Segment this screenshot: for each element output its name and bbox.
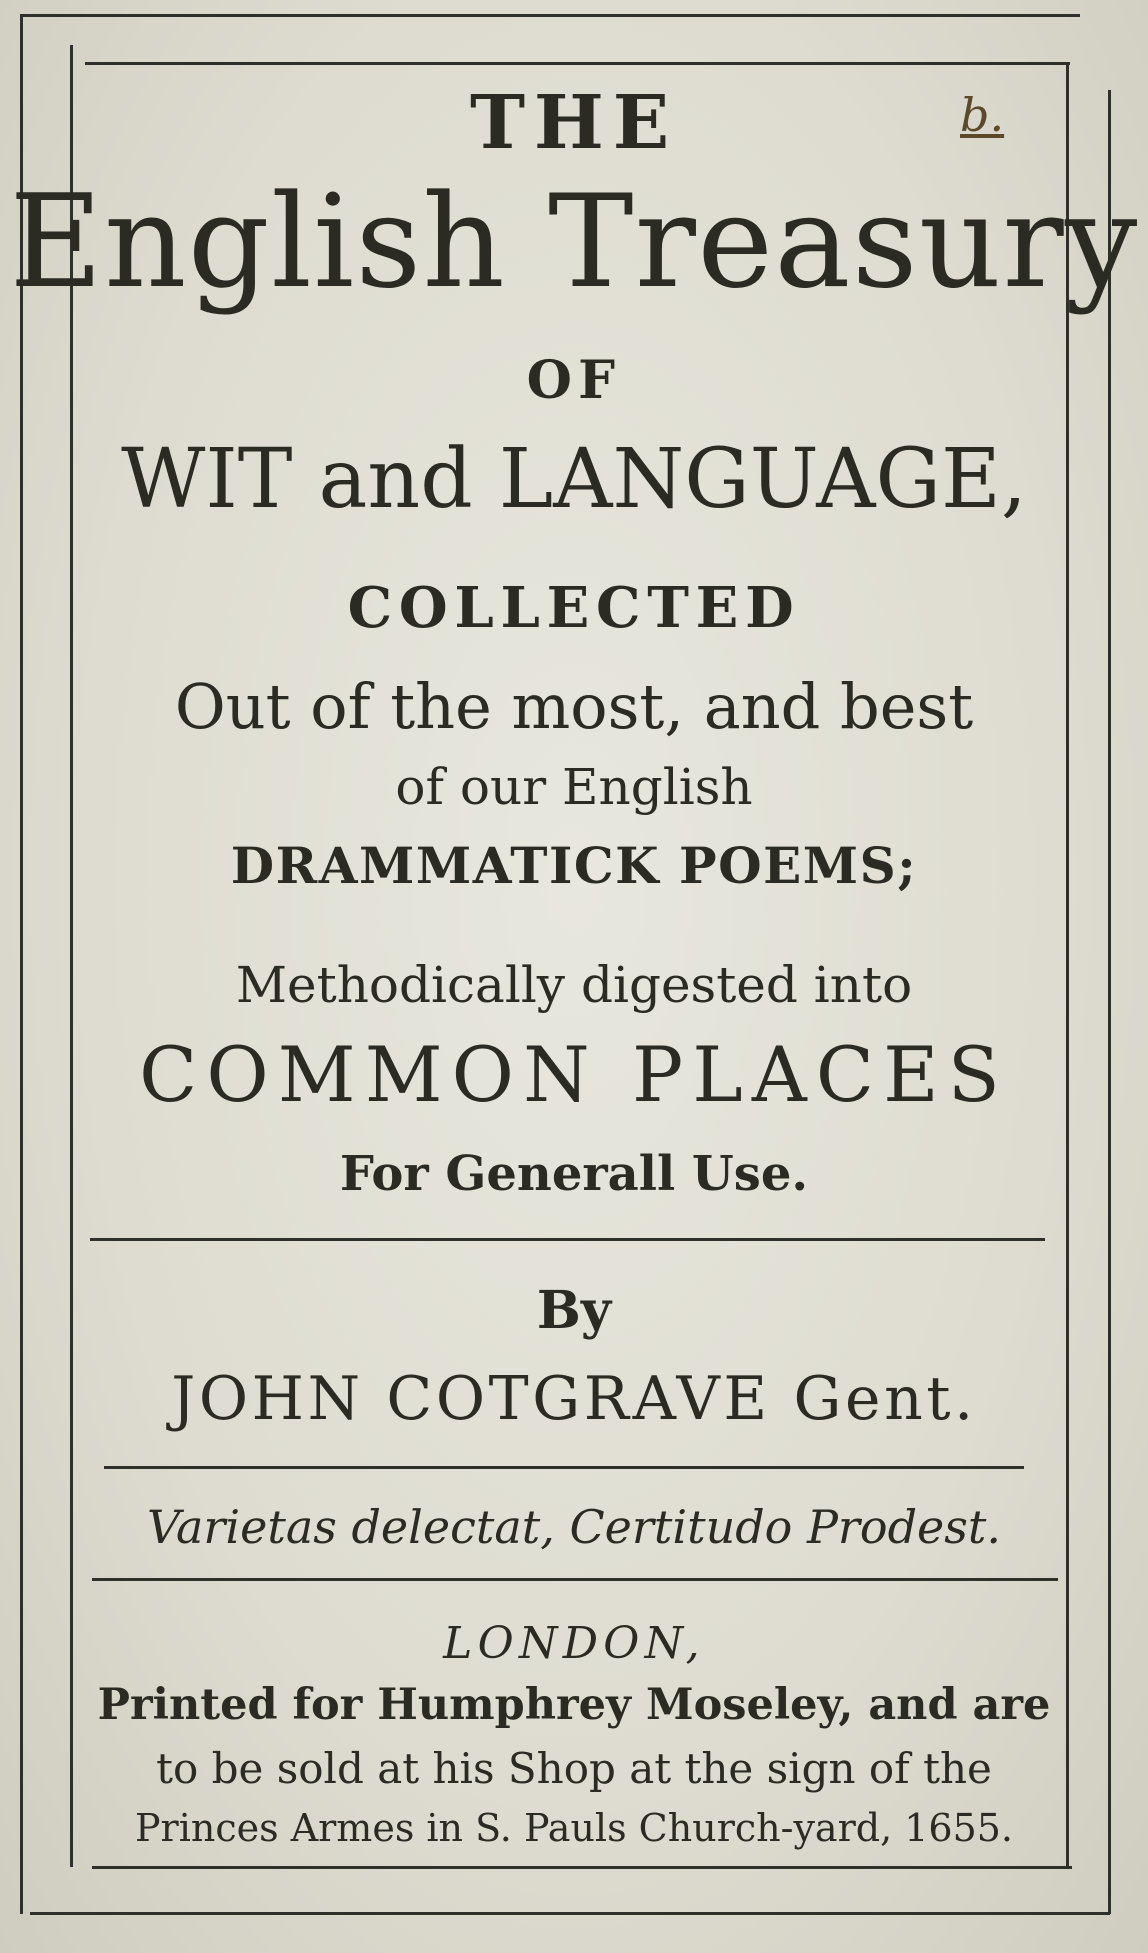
title-line-the: THE bbox=[469, 80, 679, 166]
title-line-of: OF bbox=[526, 350, 622, 411]
title-line-wit-and-language: WIT and LANGUAGE, bbox=[121, 432, 1027, 527]
outer-border-top bbox=[22, 14, 1080, 17]
dramatick-poems-line: DRAMMATICK POEMS; bbox=[230, 836, 918, 895]
divider-rule-3 bbox=[92, 1578, 1058, 1581]
imprint-line-3: Princes Armes in S. Pauls Church-yard, 1655. bbox=[134, 1806, 1014, 1850]
by-line: By bbox=[536, 1280, 612, 1341]
out-of-line: Out of the most, and best bbox=[174, 670, 974, 743]
of-our-english-line: of our English bbox=[395, 758, 753, 816]
methodically-line: Methodically digested into bbox=[235, 956, 913, 1014]
inner-border-top bbox=[85, 62, 1070, 65]
imprint-line-1: Printed for Humphrey Moseley, and are bbox=[97, 1680, 1051, 1730]
outer-border-bottom bbox=[30, 1912, 1110, 1915]
imprint-line-2: to be sold at his Shop at the sign of the bbox=[156, 1744, 992, 1793]
title-line-english-treasury: English Treasury bbox=[9, 168, 1139, 317]
divider-rule-2 bbox=[104, 1466, 1024, 1469]
imprint-city: LONDON, bbox=[443, 1618, 705, 1669]
marginal-note: b. bbox=[960, 88, 1005, 142]
generall-use-line: For Generall Use. bbox=[339, 1146, 809, 1202]
motto-line: Varietas delectat, Certitudo Prodest. bbox=[147, 1500, 1001, 1554]
common-places-line: COMMON PLACES bbox=[139, 1030, 1009, 1119]
inner-border-bottom bbox=[92, 1866, 1072, 1869]
divider-rule-1 bbox=[90, 1238, 1045, 1241]
collected-line: COLLECTED bbox=[347, 575, 801, 641]
author-line: JOHN COTGRAVE Gent. bbox=[171, 1364, 977, 1434]
